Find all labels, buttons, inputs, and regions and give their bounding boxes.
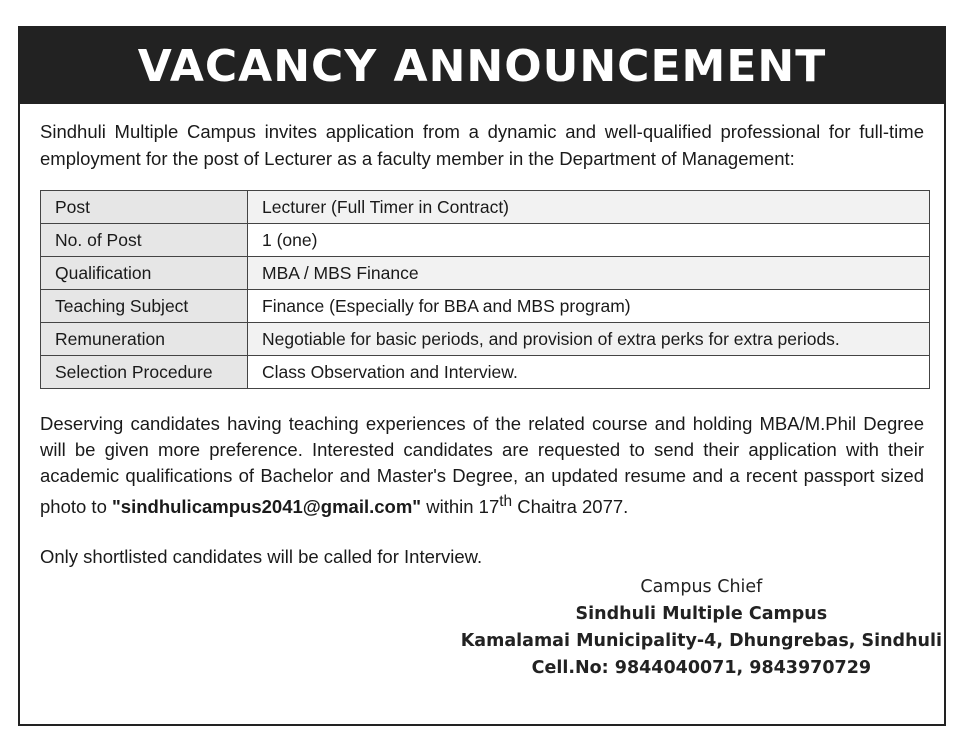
table-row [41, 356, 930, 389]
page-title: VACANCY ANNOUNCEMENT [20, 28, 944, 104]
row-value: Negotiable for basic periods, and provision of extra perks for extra periods. [248, 323, 930, 356]
signature-block [461, 574, 942, 682]
signatory-phone: Cell.No: 9844040071, 9843970729 [531, 658, 872, 678]
table-row [41, 224, 930, 257]
instructions-text: Deserving candidates having teaching experiences of the related course and holding MBA/M.Phil Degree will be given more preference. Interested candidates are requested to send their application with their academic qualifications of Bachelor and Master's Degree, an updated resume and a recent passport sized photo to [40, 413, 924, 518]
row-label: Remuneration [41, 323, 248, 356]
contact-email: "sindhulicampus2041@gmail.com" [112, 496, 422, 518]
row-label: Teaching Subject [41, 290, 248, 323]
application-instructions [40, 411, 924, 520]
table-row [41, 257, 930, 290]
deadline-text: within 17 [421, 496, 500, 518]
row-value: Class Observation and Interview. [248, 356, 930, 389]
intro-paragraph: Sindhuli Multiple Campus invites application from a dynamic and well-qualified professional for full-time employment for the post of Lecturer as a faculty member in the Department of Management: [40, 121, 924, 169]
row-label: Post [41, 191, 248, 224]
table-row [41, 191, 930, 224]
table-row [41, 290, 930, 323]
vacancy-details-table [40, 190, 930, 389]
ordinal-suffix: th [499, 493, 513, 510]
row-label: Qualification [41, 257, 248, 290]
signatory-org: Sindhuli Multiple Campus [575, 604, 828, 624]
shortlist-note: Only shortlisted candidates will be called for Interview. [40, 546, 483, 568]
signatory-role: Campus Chief [640, 577, 763, 597]
row-value: Finance (Especially for BBA and MBS program) [248, 290, 930, 323]
row-value: Lecturer (Full Timer in Contract) [248, 191, 930, 224]
row-label: No. of Post [41, 224, 248, 257]
row-value: 1 (one) [248, 224, 930, 257]
signatory-address: Kamalamai Municipality-4, Dhungrebas, Sindhuli [460, 631, 942, 651]
deadline-date: Chaitra 2077. [512, 496, 629, 518]
row-label: Selection Procedure [41, 356, 248, 389]
row-value: MBA / MBS Finance [248, 257, 930, 290]
table-row [41, 323, 930, 356]
